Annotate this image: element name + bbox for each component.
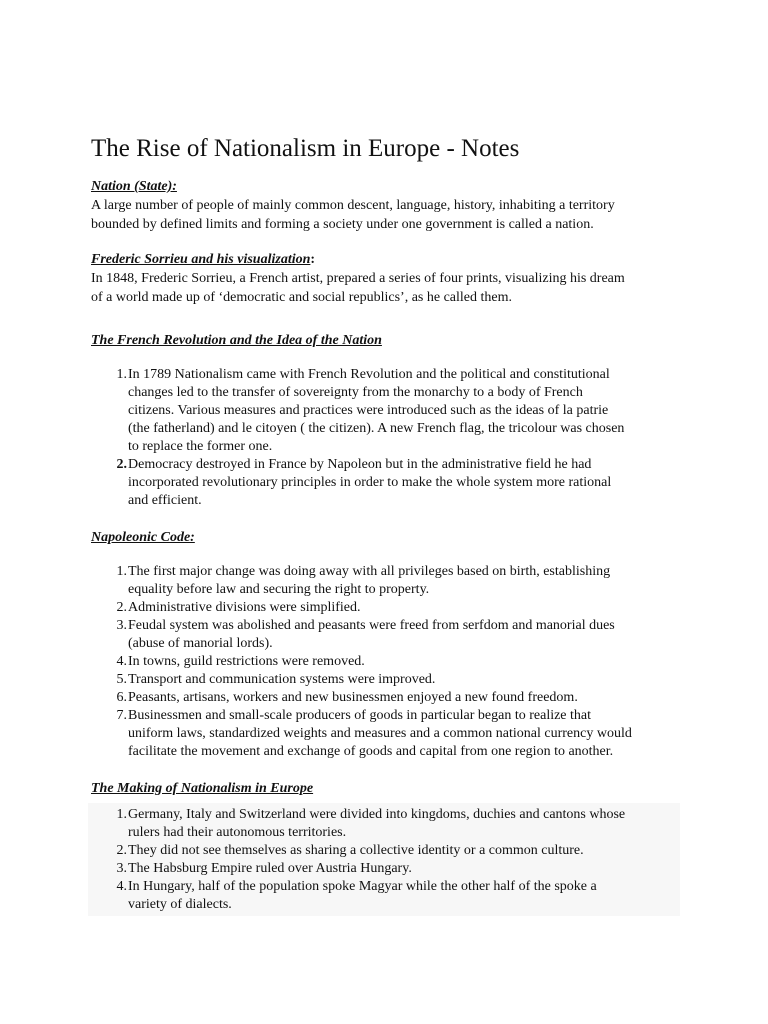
list-item-text: The first major change was doing away with all privileges based on birth, establishing equality before law and securing the right to property. <box>128 564 611 597</box>
making-section <box>91 780 691 798</box>
french-revolution-heading: The French Revolution and the Idea of the Nation <box>91 333 382 348</box>
sorrieu-heading: Frederic Sorrieu and his visualization <box>91 252 311 267</box>
french-revolution-section <box>91 332 691 350</box>
list-item-text: In 1789 Nationalism came with French Revolution and the political and constitutional changes led to the transfer of sovereignty from the monarchy to a body of French citizens. Various measures and practices were introduced such as the ideas of la patrie (the fatherland) and le citoyen ( the citizen). A new French flag, the tricolour was chosen to replace the former one. <box>128 367 625 454</box>
list-item-number: 6. <box>116 690 127 705</box>
list-item-text: In Hungary, half of the population spoke Magyar while the other half of the spoke a variety of dialects. <box>128 879 597 912</box>
list-item <box>91 456 691 510</box>
nation-heading: Nation (State): <box>91 179 177 194</box>
list-item-text: Businessmen and small-scale producers of goods in particular began to realize that uniform laws, standardized weights and measures and a common national currency would facilitate the movement and exchange of goods and capital from one region to another. <box>128 708 632 759</box>
list-item-number: 4. <box>116 654 127 669</box>
list-item-text: Transport and communication systems were improved. <box>128 672 436 687</box>
list-item <box>91 689 691 707</box>
list-item-number: 1. <box>116 807 127 822</box>
list-item-text: In towns, guild restrictions were removed. <box>128 654 365 669</box>
list-item-number: 5. <box>116 672 127 687</box>
list-item <box>91 806 691 842</box>
list-item-number: 2. <box>116 600 127 615</box>
list-item-text: Administrative divisions were simplified. <box>128 600 361 615</box>
list-item <box>91 878 691 914</box>
list-item <box>91 671 691 689</box>
list-item-text: Germany, Italy and Switzerland were divided into kingdoms, duchies and cantons whose rulers had their autonomous territories. <box>128 807 626 840</box>
list-item <box>91 653 691 671</box>
sorrieu-section <box>91 251 691 307</box>
list-item <box>91 842 691 860</box>
making-list <box>91 806 691 914</box>
list-item-text: The Habsburg Empire ruled over Austria Hungary. <box>128 861 412 876</box>
napoleonic-code-section <box>91 529 691 547</box>
sorrieu-line-2: of a world made up of ‘democratic and social republics’, as he called them. <box>91 290 513 305</box>
napoleonic-code-heading: Napoleonic Code: <box>91 530 195 545</box>
nation-section <box>91 178 691 234</box>
sorrieu-heading-row <box>91 251 691 269</box>
nation-line-2: bounded by defined limits and forming a society under one government is called a nation. <box>91 217 594 232</box>
list-item-number: 1. <box>116 367 127 382</box>
list-item-number: 4. <box>116 879 127 894</box>
sorrieu-heading-colon: : <box>310 252 316 267</box>
list-item <box>91 366 691 456</box>
making-heading: The Making of Nationalism in Europe <box>91 781 314 796</box>
list-item-text: Feudal system was abolished and peasants were freed from serfdom and manorial dues (abuse of manorial lords). <box>128 618 615 651</box>
french-revolution-list <box>91 366 691 510</box>
list-item-text: Peasants, artisans, workers and new businessmen enjoyed a new found freedom. <box>128 690 578 705</box>
nation-line-1: A large number of people of mainly common descent, language, history, inhabiting a territory <box>91 198 615 213</box>
list-item <box>91 617 691 653</box>
list-item-number: 3. <box>116 618 127 633</box>
list-item <box>91 599 691 617</box>
page-title: The Rise of Nationalism in Europe - Notes <box>91 135 520 162</box>
list-item-number: 1. <box>116 564 127 579</box>
list-item-number: 7. <box>116 708 127 723</box>
list-item-number: 3. <box>116 861 127 876</box>
list-item-text: They did not see themselves as sharing a collective identity or a common culture. <box>128 843 584 858</box>
list-item <box>91 860 691 878</box>
list-item-number: 2. <box>116 457 127 472</box>
list-item-text: Democracy destroyed in France by Napoleon but in the administrative field he had incorporated revolutionary principles in order to make the whole system more rational and efficient. <box>128 457 612 508</box>
list-item <box>91 563 691 599</box>
sorrieu-line-1: In 1848, Frederic Sorrieu, a French artist, prepared a series of four prints, visualizing his dream <box>91 271 625 286</box>
list-item-number: 2. <box>116 843 127 858</box>
napoleonic-code-list <box>91 563 691 761</box>
list-item <box>91 707 691 761</box>
